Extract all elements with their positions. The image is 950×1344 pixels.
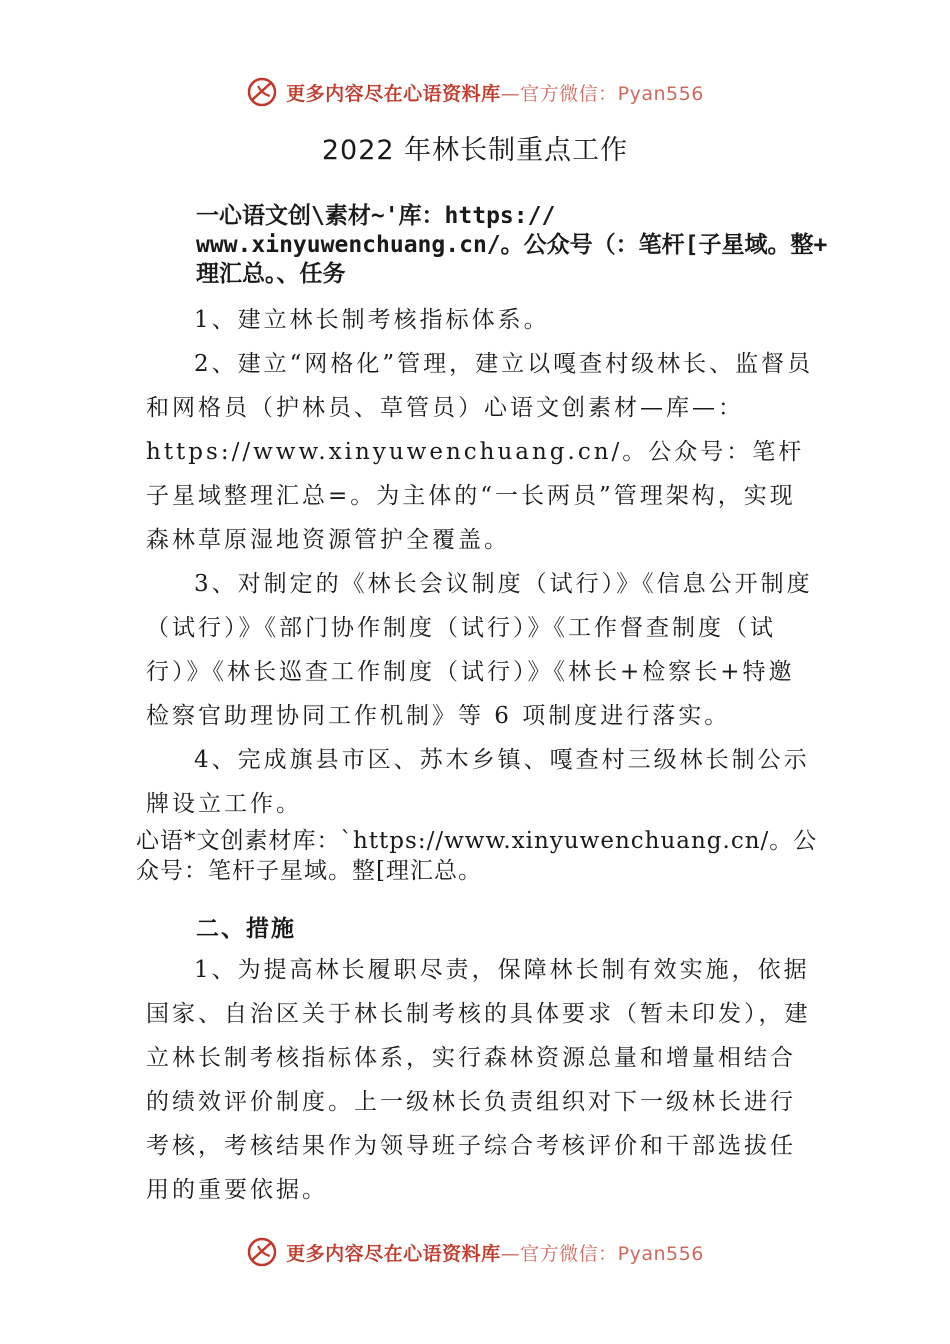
task-item-2: 2、建立“网格化”管理，建立以嘎查村级林长、监督员和网格员（护林员、草管员）心语文创素材—库—：https://www.xinyuwenchuang.cn/。公众号：笔杆子星域整理汇总=。为主体的“一长两员”管理架构，实现森林草原湿地资源管护全覆盖。 — [146, 351, 814, 553]
watermark-note: 心语*文创素材库：`https://www.xinyuwenchuang.cn/。公众号：笔杆子星域。整[理汇总。 — [136, 828, 818, 884]
task-item-1: 1、建立林长制考核指标体系。 — [194, 307, 550, 333]
document-title: 2022 年林长制重点工作 — [321, 135, 629, 166]
brand-logo-icon — [246, 76, 278, 108]
section-one-heading-line-3: 理汇总。、任务 — [196, 261, 346, 287]
brand-logo-icon — [246, 1236, 278, 1268]
banner-text: 更多内容尽在心语资料库—官方微信：Pyan556 — [286, 1242, 704, 1265]
measure-paragraph-1: 1、为提高林长履职尽责，保障林长制有效实施，依据国家、自治区关于林长制考核的具体要求（暂未印发），建立林长制考核指标体系，实行森林资源总量和增量相结合的绩效评价制度。上一级林长负责组织对下一级林长进行考核，考核结果作为领导班子综合考核评价和干部选拔任用的重要依据。 — [146, 957, 811, 1203]
section-one-heading-line-1: 一心语文创\素材~'库：https:// — [196, 203, 556, 229]
task-item-4: 4、完成旗县市区、苏木乡镇、嘎查村三级林长制公示牌设立工作。 — [146, 747, 810, 817]
header-watermark-banner — [0, 72, 950, 112]
section-two-heading: 二、措施 — [196, 916, 296, 942]
task-item-3: 3、对制定的《林长会议制度（试行）》《信息公开制度（试行）》《部门协作制度（试行）》《工作督查制度（试行）》《林长巡查工作制度（试行）》《林长+检察长+特邀检察官助理协同工作机制》等 6 项制度进行落实。 — [146, 571, 813, 729]
section-one-heading-line-2: www.xinyuwenchuang.cn/。公众号（：笔杆[子星域。整+ — [196, 232, 828, 258]
footer-watermark-banner — [0, 1232, 950, 1272]
banner-text: 更多内容尽在心语资料库—官方微信：Pyan556 — [286, 82, 704, 105]
